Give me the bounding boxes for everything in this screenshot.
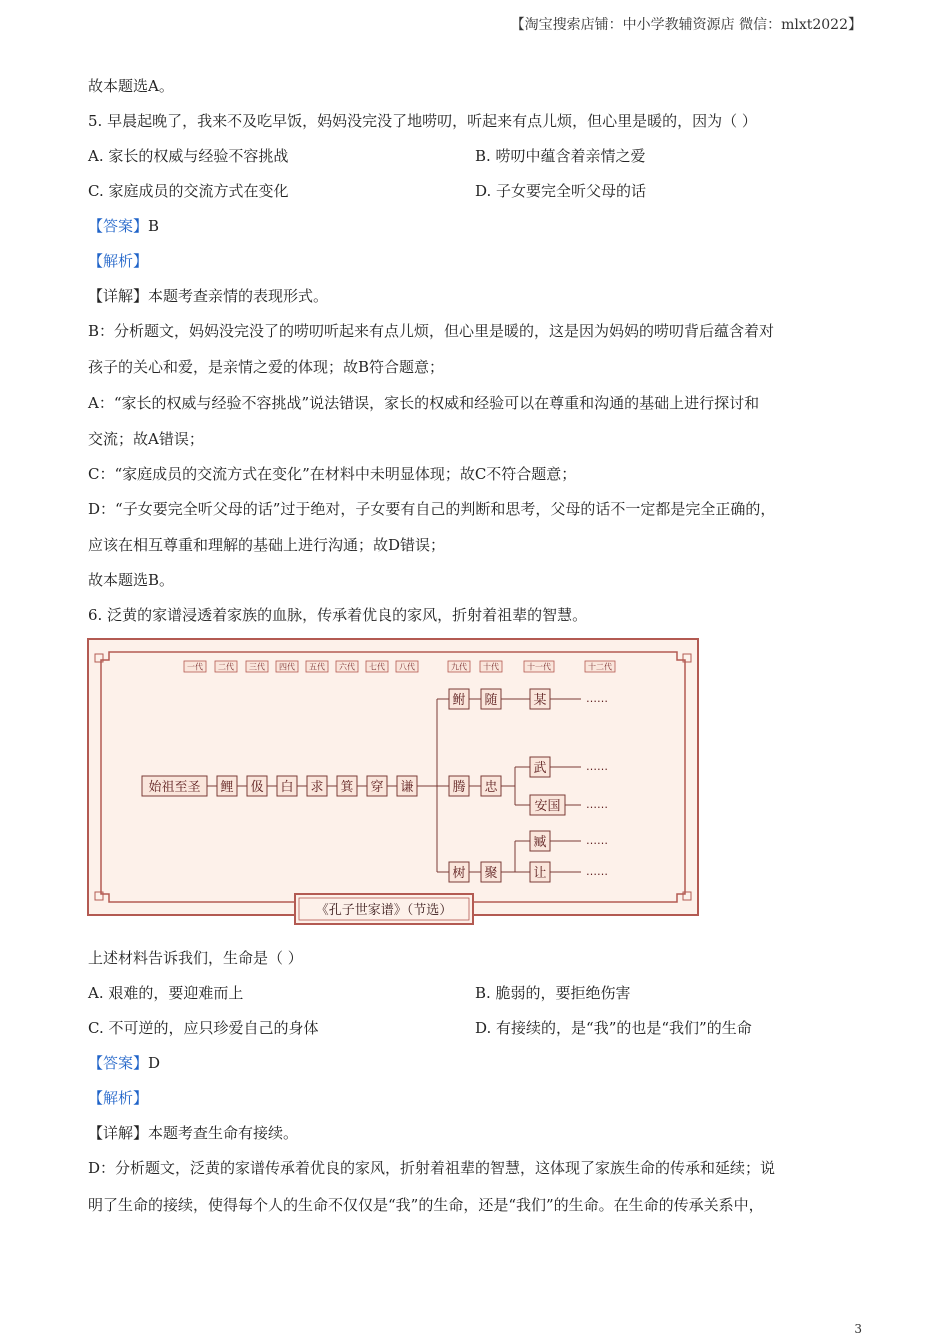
q5-analysis-tag: 【解析】 xyxy=(88,252,149,270)
tree-node: 箕 xyxy=(340,780,354,795)
q5-option-b: B. 唠叨中蕴含着亲情之爱 xyxy=(475,147,646,165)
family-tree-figure xyxy=(87,638,699,930)
q6-stem: 6. 泛黄的家谱浸透着家族的血脉，传承着优良的家风，折射着祖辈的智慧。 xyxy=(88,606,588,624)
q5-explain-b2: 孩子的关心和爱，是亲情之爱的体现；故B符合题意； xyxy=(88,358,445,376)
generation-label: 九代 xyxy=(451,662,467,672)
tree-node: 让 xyxy=(533,866,547,881)
tree-node: 白 xyxy=(280,780,294,795)
q5-explain-d2: 应该在相互尊重和理解的基础上进行沟通；故D错误； xyxy=(88,536,446,554)
q5-answer-value: B xyxy=(148,217,160,235)
q6-option-b: B. 脆弱的，要拒绝伤害 xyxy=(475,984,631,1002)
ellipsis: …… xyxy=(586,692,608,705)
q5-option-a: A. 家长的权威与经验不容挑战 xyxy=(88,147,289,165)
q6-answer-value: D xyxy=(148,1054,161,1072)
q6-analysis-tag: 【解析】 xyxy=(88,1089,149,1107)
watermark-header: 【淘宝搜索店铺：中小学教辅资源店 微信：mlxt2022】 xyxy=(510,17,862,33)
q6-explain-d1: D：分析题文，泛黄的家谱传承着优良的家风，折射着祖辈的智慧，这体现了家族生命的传承和延续；说 xyxy=(88,1159,776,1177)
q5-conclusion: 故本题选B。 xyxy=(88,571,175,589)
q5-explain-a1: A：“家长的权威与经验不容挑战”说法错误，家长的权威和经验可以在尊重和沟通的基础上进行探讨和 xyxy=(88,394,760,412)
generation-label: 十代 xyxy=(483,662,499,672)
generation-row xyxy=(184,661,615,672)
q5-stem: 5. 早晨起晚了，我来不及吃早饭，妈妈没完没了地唠叨，听起来有点儿烦，但心里是暖的，因为（ ） xyxy=(88,112,757,130)
q6-option-c: C. 不可逆的，应只珍爱自己的身体 xyxy=(88,1019,319,1037)
generation-label: 六代 xyxy=(339,662,355,672)
tree-node: 鲤 xyxy=(220,780,234,795)
ancestor-node: 始祖至圣 xyxy=(148,780,201,795)
generation-label: 二代 xyxy=(218,662,234,672)
q5-explain-c1: C：“家庭成员的交流方式在变化”在材料中未明显体现；故C不符合题意； xyxy=(88,465,577,483)
ellipsis: …… xyxy=(586,865,608,878)
tree-node: 忠 xyxy=(484,780,498,795)
q5-answer xyxy=(88,216,159,236)
page-number: 3 xyxy=(854,1322,862,1336)
generation-label: 十二代 xyxy=(588,662,612,672)
tree-node: 伋 xyxy=(250,780,264,795)
q5-explain-d1: D：“子女要完全听父母的话”过于绝对，子女要有自己的判断和思考，父母的话不一定都是完全正确的， xyxy=(88,500,776,518)
q6-option-a: A. 艰难的，要迎难而上 xyxy=(88,984,244,1002)
q5-explain-a2: 交流；故A错误； xyxy=(88,430,204,448)
q6-answer-tag: 【答案】 xyxy=(88,1054,149,1072)
tree-node: 穿 xyxy=(370,780,384,795)
q6-question: 上述材料告诉我们，生命是（ ） xyxy=(88,949,303,967)
tree-node: 树 xyxy=(452,866,466,881)
main-chain xyxy=(142,776,417,796)
q6-option-d: D. 有接续的，是“我”的也是“我们”的生命 xyxy=(475,1019,752,1037)
generation-label: 八代 xyxy=(399,662,415,672)
tree-node: 聚 xyxy=(484,866,498,881)
generation-label: 四代 xyxy=(279,662,295,672)
q6-detail: 【详解】本题考查生命有接续。 xyxy=(88,1124,299,1142)
tree-node: 安国 xyxy=(534,799,561,814)
generation-label: 十一代 xyxy=(527,662,551,672)
q5-explain-b1: B：分析题文，妈妈没完没了的唠叨听起来有点儿烦，但心里是暖的，这是因为妈妈的唠叨背后蕴含着对 xyxy=(88,322,775,340)
ellipsis: …… xyxy=(586,834,608,847)
tree-node: 求 xyxy=(310,780,324,795)
q5-option-d: D. 子女要完全听父母的话 xyxy=(475,182,647,200)
tree-node: 臧 xyxy=(533,835,547,850)
ellipsis: …… xyxy=(586,760,608,773)
tree-node: 随 xyxy=(484,693,498,708)
q6-answer xyxy=(88,1053,160,1073)
tree-node: 鲋 xyxy=(452,693,466,708)
q5-option-c: C. 家庭成员的交流方式在变化 xyxy=(88,182,289,200)
top-conclusion: 故本题选A。 xyxy=(88,77,174,95)
tree-node: 某 xyxy=(533,693,547,708)
generation-label: 一代 xyxy=(187,662,203,672)
tree-node: 腾 xyxy=(452,780,466,795)
q5-detail: 【详解】本题考查亲情的表现形式。 xyxy=(88,287,329,305)
generation-label: 七代 xyxy=(369,662,385,672)
figure-caption: 《孔子世家谱》（节选） xyxy=(315,903,453,918)
tree-node: 武 xyxy=(533,761,547,776)
q6-explain-d2: 明了生命的接续，使得每个人的生命不仅仅是“我”的生命，还是“我们”的生命。在生命的传承关系中， xyxy=(88,1196,764,1214)
family-tree-svg xyxy=(87,638,699,930)
ellipsis: …… xyxy=(586,798,608,811)
generation-label: 三代 xyxy=(249,662,265,672)
tree-node: 谦 xyxy=(400,780,414,795)
generation-label: 五代 xyxy=(309,662,325,672)
q5-answer-tag: 【答案】 xyxy=(88,217,149,235)
